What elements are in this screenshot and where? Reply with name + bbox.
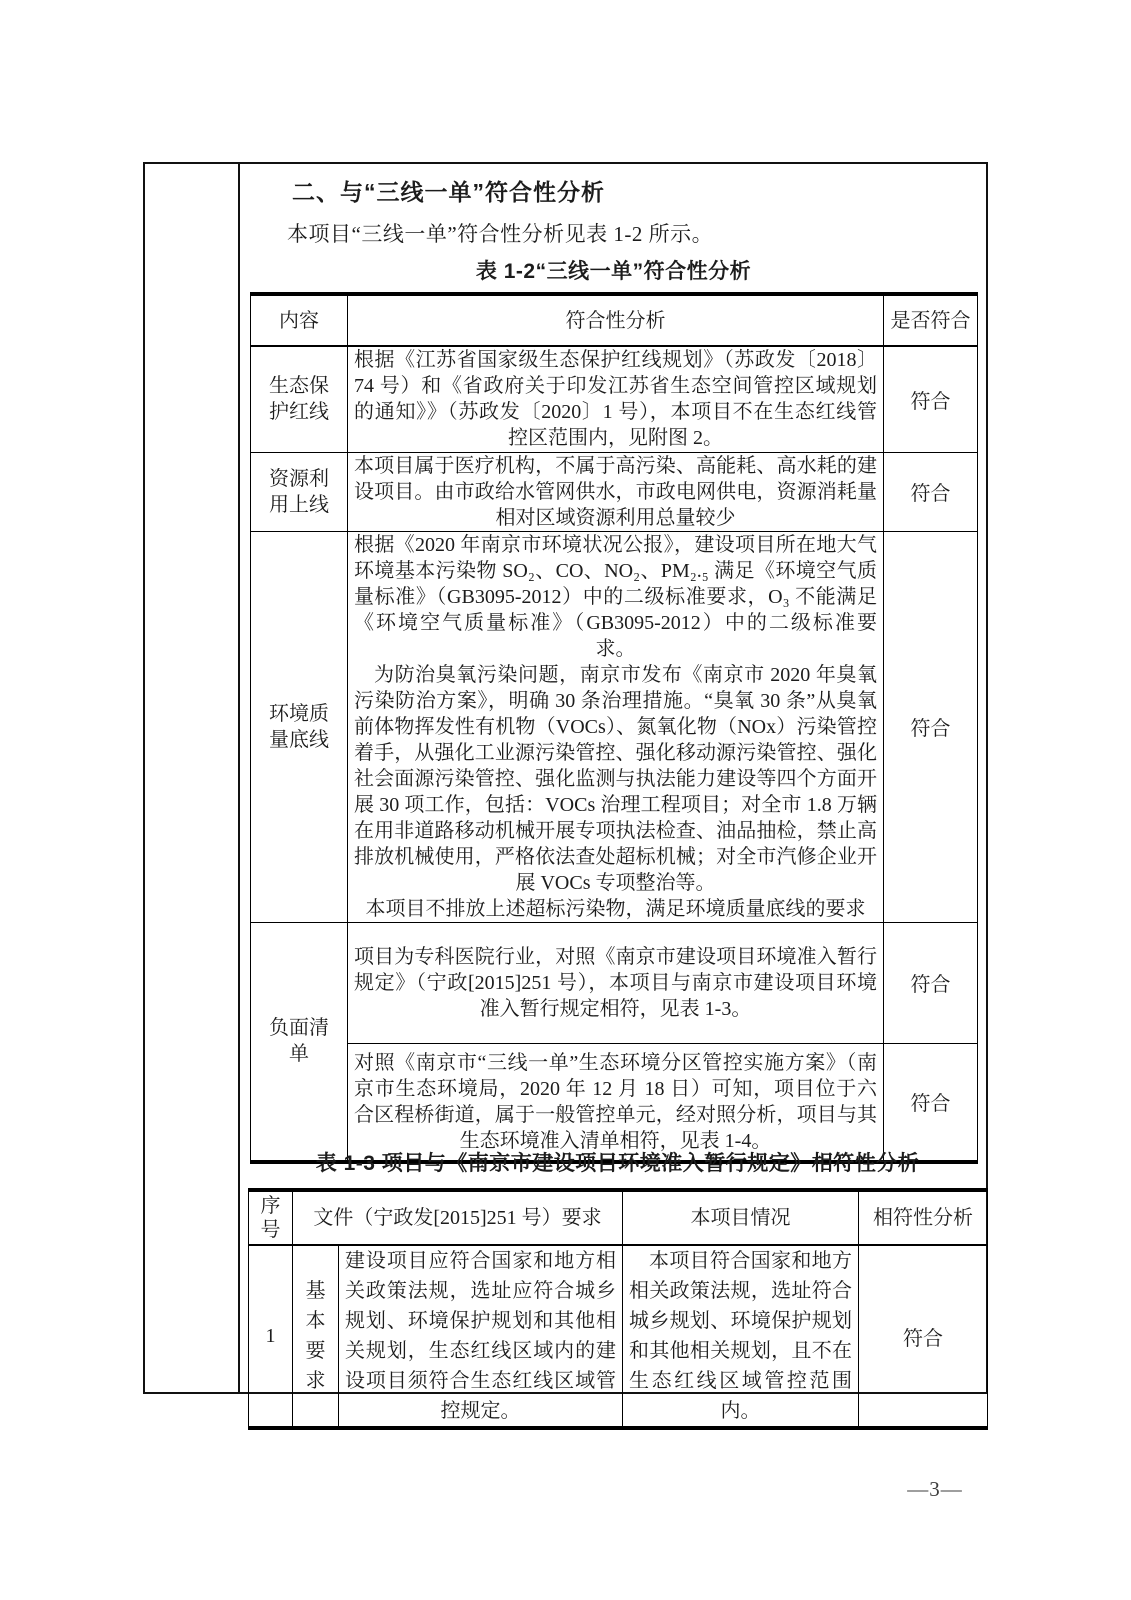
table-row-resource [251, 452, 978, 531]
form-left-column-divider [238, 162, 240, 1394]
row-label-environment: 环境质量底线 [251, 531, 348, 922]
table-row-negative-1 [251, 922, 978, 1043]
column-header-project: 本项目情况 [623, 1190, 859, 1245]
conform-cell-negative-1: 符合 [884, 922, 978, 1043]
section-heading: 二、与“三线一单”符合性分析 [292, 179, 605, 205]
intro-paragraph: 本项目“三线一单”符合性分析见表 1-2 所示。 [287, 222, 714, 246]
column-header-content: 内容 [251, 294, 348, 346]
table-row-environment [251, 531, 978, 922]
column-header-requirement: 文件（宁政发[2015]251 号）要求 [293, 1190, 623, 1245]
row-label-negative: 负面清单 [251, 922, 348, 1162]
conform-cell-resource: 符合 [884, 452, 978, 531]
conform-cell-negative-2: 符合 [884, 1043, 978, 1162]
analysis-cell-ecology: 根据《江苏省国家级生态保护红线规划》（苏政发〔2018〕74 号）和《省政府关于印发江苏省生态空间管控区域规划的通知》》（苏政发〔2020〕1 号），本项目不在生态红线管控区范围内，见附图 2。 [348, 346, 884, 452]
row-category-label: 基本要求 [293, 1245, 339, 1428]
environment-paragraph-1: 根据《2020 年南京市环境状况公报》，建设项目所在地大气环境基本污染物 SO₂、CO、NO₂、PM₂.₅ 满足《环境空气质量标准》（GB3095-2012）中的二级标准要求，O₃ 不能满足《环境空气质量标准》（GB3095-2012）中的二级标准要求。 [354, 533, 877, 660]
analysis-cell-resource: 本项目属于医疗机构，不属于高污染、高能耗、高水耗的建设项目。由市政给水管网供水，市政电网供电，资源消耗量相对区域资源利用总量较少 [348, 452, 884, 531]
table-row-negative-2 [251, 1043, 978, 1162]
row-number-cell: 1 [249, 1245, 293, 1428]
table-1-2-title: 表 1-2“三线一单”符合性分析 [475, 260, 752, 283]
conform-cell-environment: 符合 [884, 531, 978, 922]
table-1-2-header-row [251, 294, 978, 346]
table-row-ecology [251, 346, 978, 452]
table-1-3 [248, 1188, 988, 1430]
table-1-3-header-row [249, 1190, 988, 1245]
project-situation-cell: 本项目符合国家和地方相关政策法规，选址符合城乡规划、环境保护规划和其他相关规划，且不在生态红线区域管控范围内。 [623, 1245, 859, 1428]
conform-cell-ecology: 符合 [884, 346, 978, 452]
analysis-cell-environment [348, 531, 884, 922]
column-header-consistency: 相符性分析 [859, 1190, 988, 1245]
environment-paragraph-2: 为防治臭氧污染问题，南京市发布《南京市 2020 年臭氧污染防治方案》，明确 30 条治理措施。“臭氧 30 条”从臭氧前体物挥发性有机物（VOCs）、氮氧化物（NOx）污染管控着手，从强化工业源污染管控、强化移动源污染管控、强化社会面源污染管控、强化监测与执法能力建设等四个方面开展 30 项工作，包括：VOCs 治理工程项目；对全市 1.8 万辆在用非道路移动机械开展专项执法检查、油品抽检，禁止高排放机械使用，严格依法查处超标机械；对全市汽修企业开展 VOCs 专项整治等。 [354, 663, 877, 894]
row-label-resource: 资源利用上线 [251, 452, 348, 531]
analysis-cell-negative-2: 对照《南京市“三线一单”生态环境分区管控实施方案》（南京市生态环境局，2020 年 12 月 18 日）可知，项目位于六合区程桥街道，属于一般管控单元，经对照分析，项目与其生态环境准入清单相符，见表 1-4。 [348, 1043, 884, 1162]
column-header-conform: 是否符合 [884, 294, 978, 346]
table-row-basic-requirement [249, 1245, 988, 1428]
table-1-2 [250, 292, 978, 1164]
column-header-number: 序号 [249, 1190, 293, 1245]
page-number: —3— [907, 1477, 963, 1501]
column-header-analysis: 符合性分析 [348, 294, 884, 346]
analysis-cell-negative-1: 项目为专科医院行业，对照《南京市建设项目环境准入暂行规定》（宁政[2015]251 号），本项目与南京市建设项目环境准入暂行规定相符，见表 1-3。 [348, 922, 884, 1043]
consistency-cell: 符合 [859, 1245, 988, 1428]
environment-paragraph-3: 本项目不排放上述超标污染物，满足环境质量底线的要求 [365, 897, 866, 920]
table-1-3-title: 表 1-3 项目与《南京市建设项目环境准入暂行规定》相符性分析 [315, 1152, 920, 1175]
requirement-cell: 建设项目应符合国家和地方相关政策法规，选址应符合城乡规划、环境保护规划和其他相关规划，生态红线区域内的建设项目须符合生态红线区域管控规定。 [339, 1245, 623, 1428]
row-label-ecology: 生态保护红线 [251, 346, 348, 452]
